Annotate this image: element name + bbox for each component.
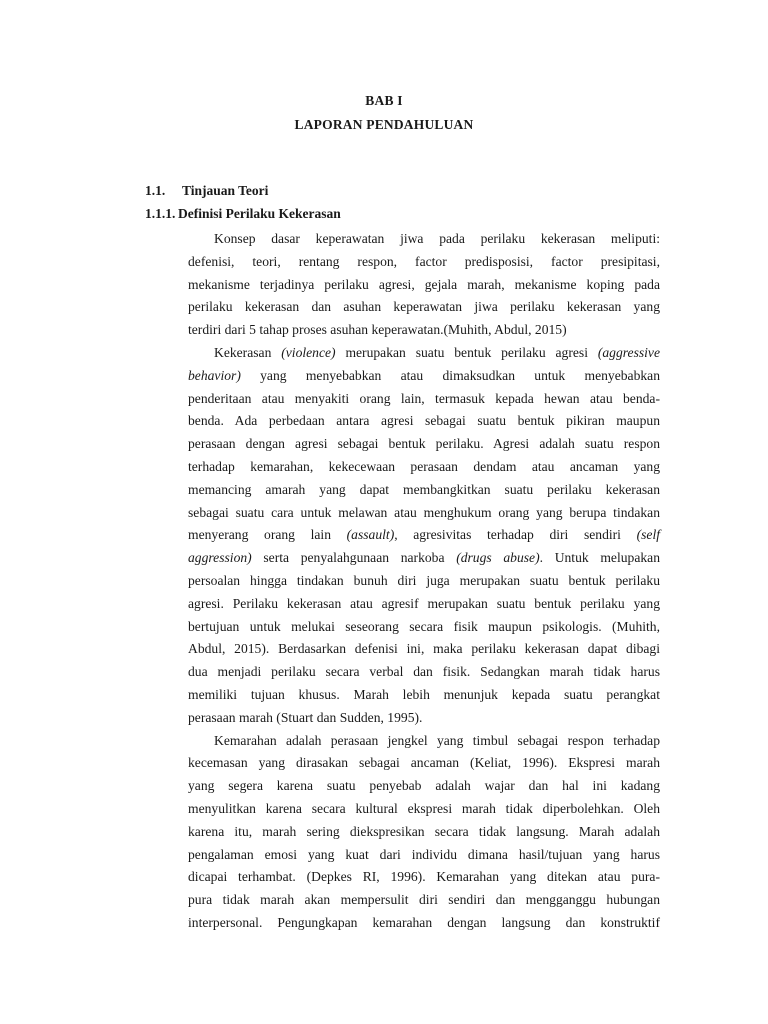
text-line: perasaan marah (Stuart dan Sudden, 1995). (188, 709, 423, 725)
section-title: Tinjauan Teori (182, 183, 269, 198)
text-line: dicapai terhambat. (Depkes RI, 1996). Kemarahan yang ditekan atau pura- (188, 869, 660, 885)
text-line: behavior) yang menyebabkan atau dimaksudkan untuk menyebabkan (188, 367, 660, 383)
body-text (188, 228, 660, 935)
text-line: sebagai suatu cara untuk melawan atau menghukum orang yang berupa tindakan (188, 504, 660, 520)
text-line: terhadap kemarahan, kekecewaan perasaan dendam atau ancaman yang (188, 458, 660, 474)
text-line: defenisi, teori, rentang respon, factor predisposisi, factor presipitasi, (188, 253, 660, 269)
text-line: benda. Ada perbedaan antara agresi sebagai suatu bentuk pikiran maupun (188, 413, 660, 429)
text-line: mekanisme terjadinya perilaku agresi, gejala marah, mekanisme koping pada (188, 276, 660, 292)
text-line: memancing amarah yang dapat membangkitkan suatu perilaku kekerasan (188, 481, 660, 497)
text-line: penderitaan atau menyakiti orang lain, termasuk kepada hewan atau benda- (188, 390, 660, 406)
text-line: Konsep dasar keperawatan jiwa pada perilaku kekerasan meliputi: (214, 231, 660, 246)
chapter-number: BAB I (365, 93, 403, 108)
subsection-title: Definisi Perilaku Kekerasan (178, 206, 341, 221)
subsection-number: 1.1.1. (145, 206, 176, 221)
text-line: interpersonal. Pengungkapan kemarahan dengan langsung dan konstruktif (188, 914, 660, 930)
text-line: Kekerasan (violence) merupakan suatu bentuk perilaku agresi (aggressive (214, 344, 661, 360)
text-line: terdiri dari 5 tahap proses asuhan keperawatan.(Muhith, Abdul, 2015) (188, 322, 567, 338)
text-line: pura tidak marah akan mempersulit diri sendiri dan mengganggu hubungan (188, 892, 660, 908)
text-line: karena itu, marah sering diekspresikan secara tidak langsung. Marah adalah (188, 823, 660, 839)
text-line: aggression) serta penyalahgunaan narkoba (drugs abuse). Untuk melupakan (188, 550, 660, 566)
text-line: bertujuan untuk melukai seseorang secara fisik maupun psikologis. (Muhith, (188, 618, 660, 634)
text-line: perasaan dengan agresi sebagai bentuk perilaku. Agresi adalah suatu respon (188, 436, 660, 452)
chapter-title: LAPORAN PENDAHULUAN (294, 117, 474, 132)
text-line: menyerang orang lain (assault), agresivitas terhadap diri sendiri (self (188, 527, 660, 543)
text-line: Kemarahan adalah perasaan jengkel yang timbul sebagai respon terhadap (214, 732, 660, 748)
text-line: perilaku kekerasan dan asuhan keperawatan jiwa perilaku kekerasan yang (188, 299, 660, 315)
text-line: yang segera karena suatu penyebab adalah wajar dan hal ini kadang (188, 778, 660, 794)
text-line: agresi. Perilaku kekerasan atau agresif merupakan suatu bentuk perilaku yang (188, 595, 660, 611)
text-line: persoalan hingga tindakan bunuh diri juga merupakan suatu bentuk perilaku (188, 572, 660, 588)
section-number: 1.1. (145, 183, 166, 198)
text-line: kecemasan yang dirasakan sebagai ancaman (Keliat, 1996). Ekspresi marah (188, 755, 660, 771)
text-line: Abdul, 2015). Berdasarkan defenisi ini, maka perilaku kekerasan dapat dibagi (188, 641, 660, 657)
text-line: memiliki tujuan khusus. Marah lebih menunjuk kepada suatu perangkat (188, 686, 660, 702)
text-line: dua menjadi perilaku secara verbal dan fisik. Sedangkan marah tidak harus (188, 664, 660, 680)
text-line: pengalaman emosi yang kuat dari individu dimana hasil/tujuan yang harus (188, 846, 660, 862)
text-line: menyulitkan karena secara kultural ekspresi marah tidak diperbolehkan. Oleh (188, 800, 660, 816)
